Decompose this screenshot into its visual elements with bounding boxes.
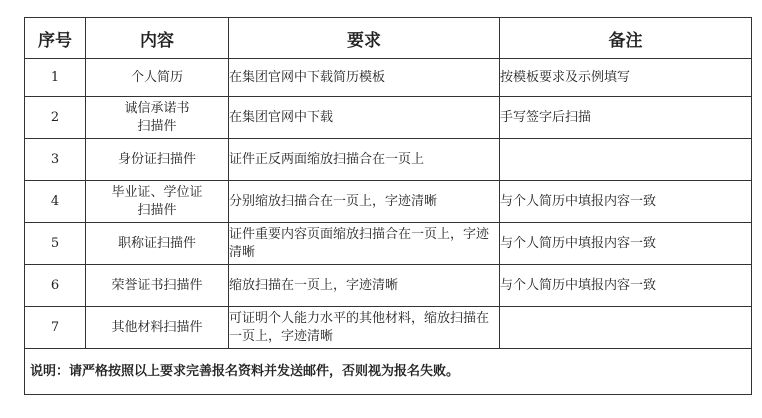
row-content: 荣誉证书扫描件	[86, 265, 229, 307]
row-requirement: 在集团官网中下载	[229, 97, 500, 139]
header-note: 备注	[500, 18, 752, 59]
row-note: 按模板要求及示例填写	[500, 59, 752, 97]
row-note: 与个人简历中填报内容一致	[500, 265, 752, 307]
table-row	[25, 223, 752, 265]
table-row	[25, 97, 752, 139]
row-number: 4	[25, 181, 86, 223]
row-content: 其他材料扫描件	[86, 307, 229, 349]
row-number: 6	[25, 265, 86, 307]
row-requirement: 证件重要内容页面缩放扫描合在一页上，字迹清晰	[229, 223, 500, 265]
table-row	[25, 59, 752, 97]
row-requirement: 证件正反两面缩放扫描合在一页上	[229, 139, 500, 181]
row-requirement: 在集团官网中下载简历模板	[229, 59, 500, 97]
table-row	[25, 307, 752, 349]
row-number: 7	[25, 307, 86, 349]
row-note	[500, 307, 752, 349]
footer-row	[25, 349, 752, 395]
header-num: 序号	[25, 18, 86, 59]
row-note: 与个人简历中填报内容一致	[500, 181, 752, 223]
row-number: 1	[25, 59, 86, 97]
row-requirement: 可证明个人能力水平的其他材料，缩放扫描在一页上，字迹清晰	[229, 307, 500, 349]
table-row	[25, 265, 752, 307]
row-requirement: 缩放扫描在一页上，字迹清晰	[229, 265, 500, 307]
row-note	[500, 139, 752, 181]
row-number: 2	[25, 97, 86, 139]
header-requirement: 要求	[229, 18, 500, 59]
row-number: 5	[25, 223, 86, 265]
row-content: 身份证扫描件	[86, 139, 229, 181]
row-requirement: 分别缩放扫描合在一页上，字迹清晰	[229, 181, 500, 223]
header-row	[25, 18, 752, 59]
footer-note: 说明：请严格按照以上要求完善报名资料并发送邮件，否则视为报名失败。	[25, 349, 752, 395]
row-content: 毕业证、学位证 扫描件	[86, 181, 229, 223]
row-note: 手写签字后扫描	[500, 97, 752, 139]
row-content: 职称证扫描件	[86, 223, 229, 265]
row-note: 与个人简历中填报内容一致	[500, 223, 752, 265]
table-row	[25, 181, 752, 223]
row-content: 诚信承诺书 扫描件	[86, 97, 229, 139]
row-number: 3	[25, 139, 86, 181]
row-content: 个人简历	[86, 59, 229, 97]
table-row	[25, 139, 752, 181]
header-content: 内容	[86, 18, 229, 59]
requirements-table	[24, 17, 752, 395]
